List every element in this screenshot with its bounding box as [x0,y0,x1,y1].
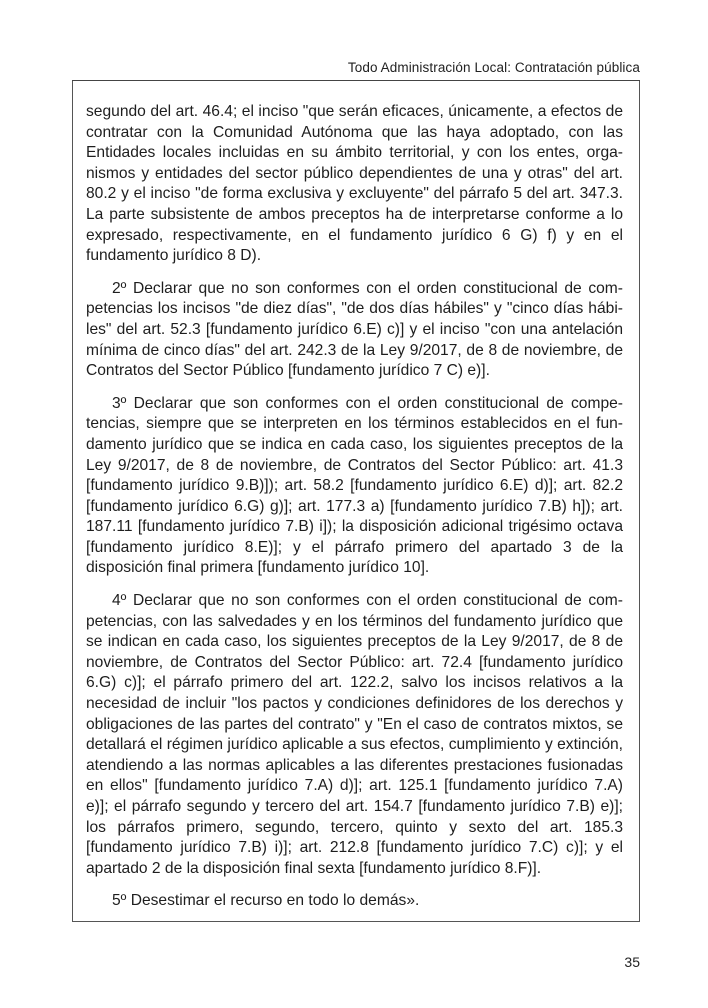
paragraph-point-2: 2º Declarar que no son conformes con el orden constitucional de competencias los incisos "de diez días", "de dos días hábiles" y "cinco días hábiles" del art. 52.3 [fundamento jurídico 6.E) c)] y el inciso "con una antelación mínima de cinco días" del art. 242.3 de la Ley 9/2017, de 8 de noviembre, de Contratos del Sector Público [fundamento jurídico 7 C) e)]. [86,279,623,380]
paragraph-point-3: 3º Declarar que son conformes con el orden constitucional de competencias, siempre que se interpreten en los términos establecidos en el fundamento jurídico que se indica en cada caso, los siguientes preceptos de la Ley 9/2017, de 8 de noviembre, de Contratos del Sector Público: art. 41.3 [fundamento jurídico 9.B)]); art. 58.2 [fundamento jurídico 6.E) d)]; art. 82.2 [fundamento jurídico 6.G) g)]; art. 177.3 a) [fundamento jurídico 7.B) h]); art. 187.11 [fundamento jurídico 7.B) i]); la disposición adicional trigésimo octava [fundamento jurídico 8.E)]; y el párrafo primero del apartado 3 de la disposición final primera [fundamento jurídico 10]. [86,394,623,577]
paragraph-point-4: 4º Declarar que no son conformes con el orden constitucional de competencias, con las salvedades y en los términos del fundamento jurídico que se indican en cada caso, los siguientes preceptos de la Ley 9/2017, de 8 de noviembre, de Contratos del Sector Público: art. 72.4 [fundamento jurídico 6.G) c)]; el párrafo primero del art. 122.2, salvo los incisos relativos a la necesidad de incluir "los pactos y condiciones definidores de los derechos y obligaciones de las partes del contrato" y "En el caso de contratos mixtos, se detallará el régimen jurídico aplicable a sus efectos, cumplimiento y extinción, atendiendo a las normas aplicables a las diferentes prestaciones fusionadas en ellos" [fundamento jurídico 7.A) d)]; art. 125.1 [fundamento jurídico 7.A) e)]; el párrafo segundo y tercero del art. 154.7 [fundamento jurídico 7.B) e)]; los párrafos primero, segundo, tercero, quinto y sexto del art. 185.3 [fundamento jurídico 7.B) i)]; art. 212.8 [fundamento jurídico 7.C) c)]; y el apartado 2 de la disposición final sexta [fundamento jurídico 8.F)]. [86,592,623,877]
page-number: 35 [624,954,640,970]
paragraph-continuation: segundo del art. 46.4; el inciso "que serán eficaces, únicamente, a efectos de contratar con la Comunidad Autónoma que las haya adoptado, con las Entidades locales incluidas en su ámbito territorial, y con los entes, organismos y entidades del sector público dependientes de una y otras" del art. 80.2 y el inciso "de forma exclusiva y excluyente" del párrafo 5 del art. 347.3. La parte subsistente de ambos preceptos ha de interpretarse conforme a lo expresado, respectivamente, en el fundamento jurídico 6 G) f) y en el fundamento jurídico 8 D). [86,103,623,265]
paragraph-point-5: 5º Desestimar el recurso en todo lo demás». [112,892,420,910]
running-header: Todo Administración Local: Contratación pública [347,60,640,75]
body-text [86,102,623,924]
